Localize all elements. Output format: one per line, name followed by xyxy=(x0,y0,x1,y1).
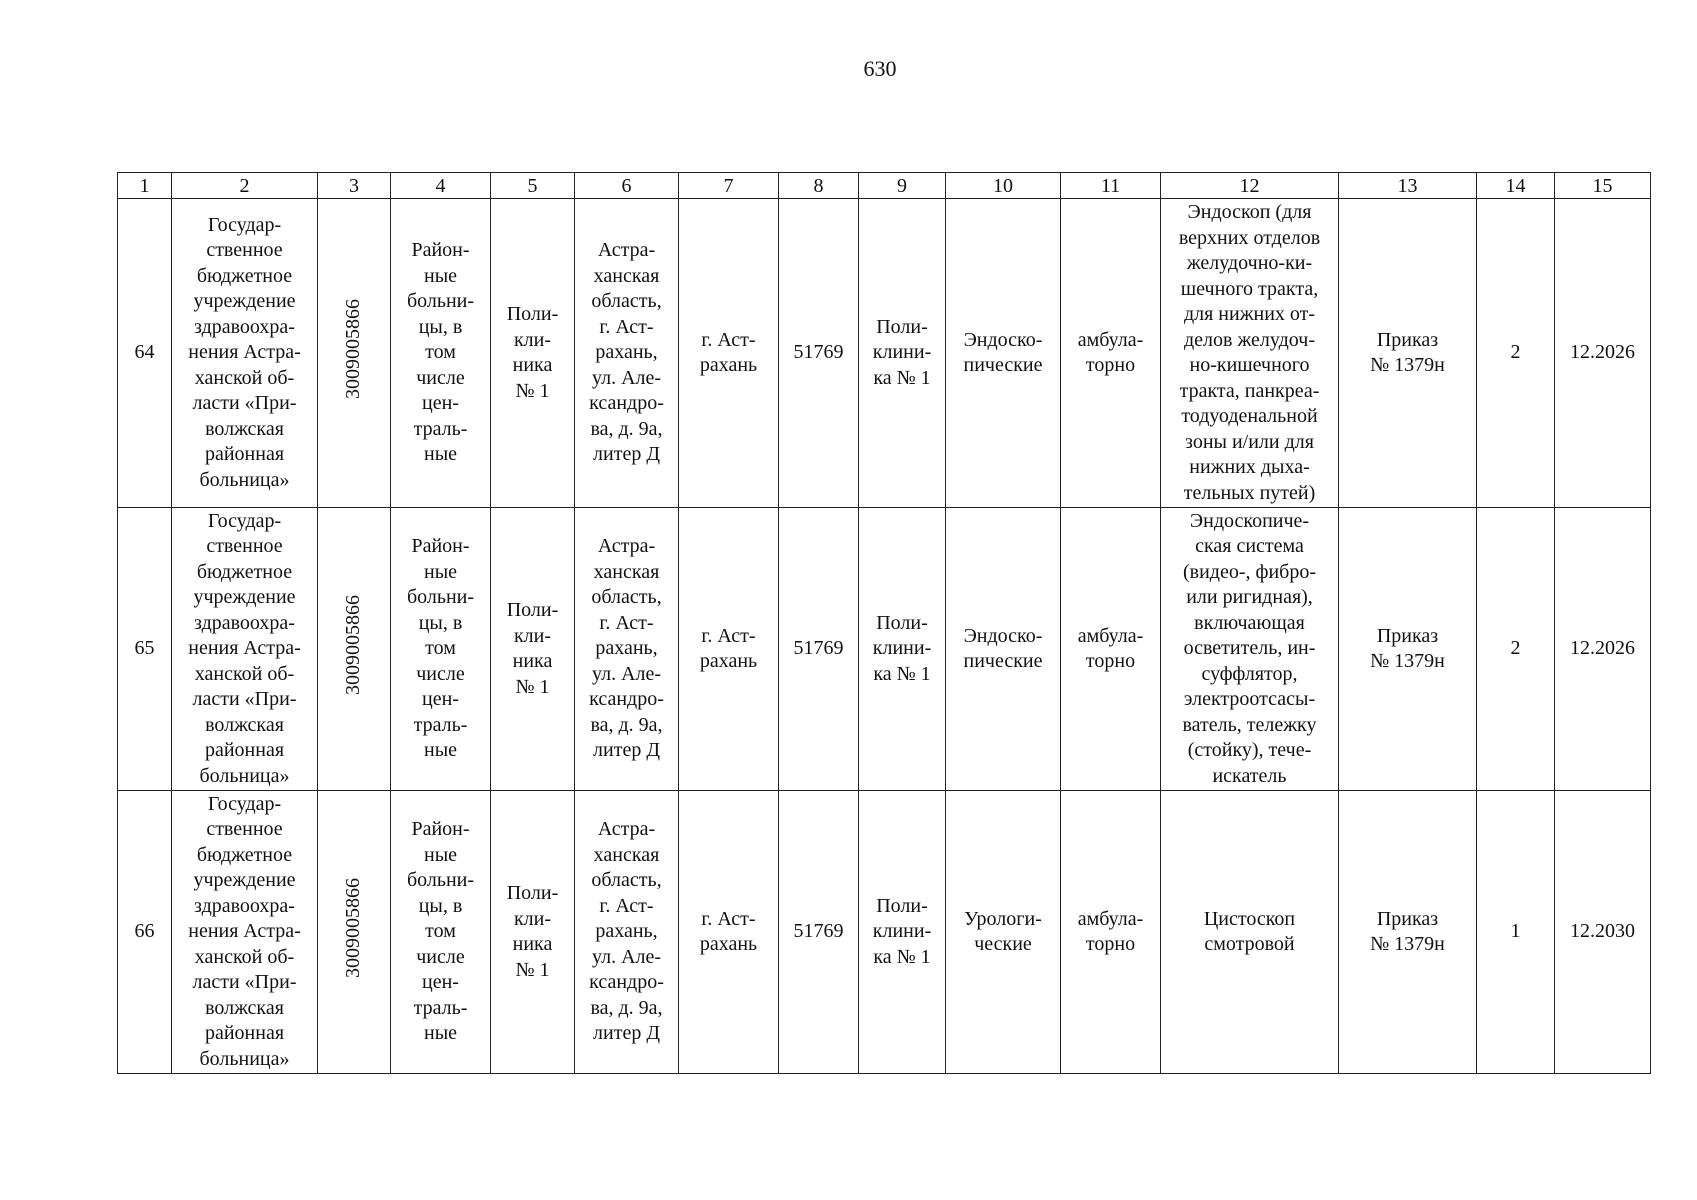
quantity: 2 xyxy=(1477,508,1555,791)
inn-value: 3009005866 xyxy=(342,299,365,400)
quantity: 2 xyxy=(1477,199,1555,508)
equipment: Эндоскопиче- ская система (видео-, фибро- или ригидная), включающая осветитель, ин- суффлятор, электроотсасы- ватель, тележку (стойку), тече- искатель xyxy=(1161,508,1339,791)
header-cell: 9 xyxy=(859,173,946,199)
row-number: 66 xyxy=(118,791,172,1074)
row-number: 64 xyxy=(118,199,172,508)
row-number: 65 xyxy=(118,508,172,791)
header-cell: 4 xyxy=(391,173,491,199)
header-cell: 14 xyxy=(1477,173,1555,199)
order: Приказ № 1379н xyxy=(1339,199,1477,508)
profile: Эндоско- пические xyxy=(946,508,1061,791)
institution-type: Район- ные больни- цы, в том числе цен- траль- ные xyxy=(391,199,491,508)
header-cell: 5 xyxy=(491,173,575,199)
header-cell: 1 xyxy=(118,173,172,199)
organization-name: Государ- ственное бюджетное учреждение здравоохра- нения Астра- ханской об- ласти «При- волжская районная больница» xyxy=(172,791,318,1074)
care-mode: амбула- торно xyxy=(1061,791,1161,1074)
facility: Поли- клини- ка № 1 xyxy=(859,199,946,508)
profile: Урологи- ческие xyxy=(946,791,1061,1074)
header-cell: 15 xyxy=(1555,173,1651,199)
header-cell: 10 xyxy=(946,173,1061,199)
header-cell: 11 xyxy=(1061,173,1161,199)
table-row xyxy=(118,508,1651,791)
facility: Поли- клини- ка № 1 xyxy=(859,508,946,791)
code: 51769 xyxy=(779,508,859,791)
inn-cell xyxy=(318,791,391,1074)
address: Астра- ханская область, г. Аст- рахань, ул. Але- ксандро- ва, д. 9а, литер Д xyxy=(575,791,679,1074)
header-cell: 12 xyxy=(1161,173,1339,199)
table-header-row xyxy=(118,173,1651,199)
city: г. Аст- рахань xyxy=(679,791,779,1074)
address: Астра- ханская область, г. Аст- рахань, ул. Але- ксандро- ва, д. 9а, литер Д xyxy=(575,199,679,508)
table-row xyxy=(118,199,1651,508)
subdivision: Поли- кли- ника № 1 xyxy=(491,199,575,508)
institution-type: Район- ные больни- цы, в том числе цен- траль- ные xyxy=(391,508,491,791)
city: г. Аст- рахань xyxy=(679,508,779,791)
inn-cell xyxy=(318,199,391,508)
facility: Поли- клини- ка № 1 xyxy=(859,791,946,1074)
code: 51769 xyxy=(779,199,859,508)
header-cell: 6 xyxy=(575,173,679,199)
inn-value: 3009005866 xyxy=(342,595,365,696)
institution-type: Район- ные больни- цы, в том числе цен- траль- ные xyxy=(391,791,491,1074)
date: 12.2026 xyxy=(1555,508,1651,791)
profile: Эндоско- пические xyxy=(946,199,1061,508)
subdivision: Поли- кли- ника № 1 xyxy=(491,508,575,791)
address: Астра- ханская область, г. Аст- рахань, ул. Але- ксандро- ва, д. 9а, литер Д xyxy=(575,508,679,791)
equipment-table xyxy=(117,172,1651,1074)
date: 12.2030 xyxy=(1555,791,1651,1074)
header-cell: 3 xyxy=(318,173,391,199)
quantity: 1 xyxy=(1477,791,1555,1074)
order: Приказ № 1379н xyxy=(1339,508,1477,791)
inn-value: 3009005866 xyxy=(342,878,365,979)
order: Приказ № 1379н xyxy=(1339,791,1477,1074)
date: 12.2026 xyxy=(1555,199,1651,508)
header-cell: 8 xyxy=(779,173,859,199)
organization-name: Государ- ственное бюджетное учреждение здравоохра- нения Астра- ханской об- ласти «При- волжская районная больница» xyxy=(172,508,318,791)
page-number: 630 xyxy=(863,56,897,81)
subdivision: Поли- кли- ника № 1 xyxy=(491,791,575,1074)
equipment: Эндоскоп (для верхних отделов желудочно-ки- шечного тракта, для нижних от- делов желудоч- но-кишечного тракта, панкреа- тодуоденальной зоны и/или для нижних дыха- тельных путей) xyxy=(1161,199,1339,508)
header-cell: 2 xyxy=(172,173,318,199)
code: 51769 xyxy=(779,791,859,1074)
header-cell: 13 xyxy=(1339,173,1477,199)
equipment: Цистоскоп смотровой xyxy=(1161,791,1339,1074)
table-row xyxy=(118,791,1651,1074)
care-mode: амбула- торно xyxy=(1061,508,1161,791)
header-cell: 7 xyxy=(679,173,779,199)
city: г. Аст- рахань xyxy=(679,199,779,508)
organization-name: Государ- ственное бюджетное учреждение здравоохра- нения Астра- ханской об- ласти «При- волжская районная больница» xyxy=(172,199,318,508)
care-mode: амбула- торно xyxy=(1061,199,1161,508)
inn-cell xyxy=(318,508,391,791)
